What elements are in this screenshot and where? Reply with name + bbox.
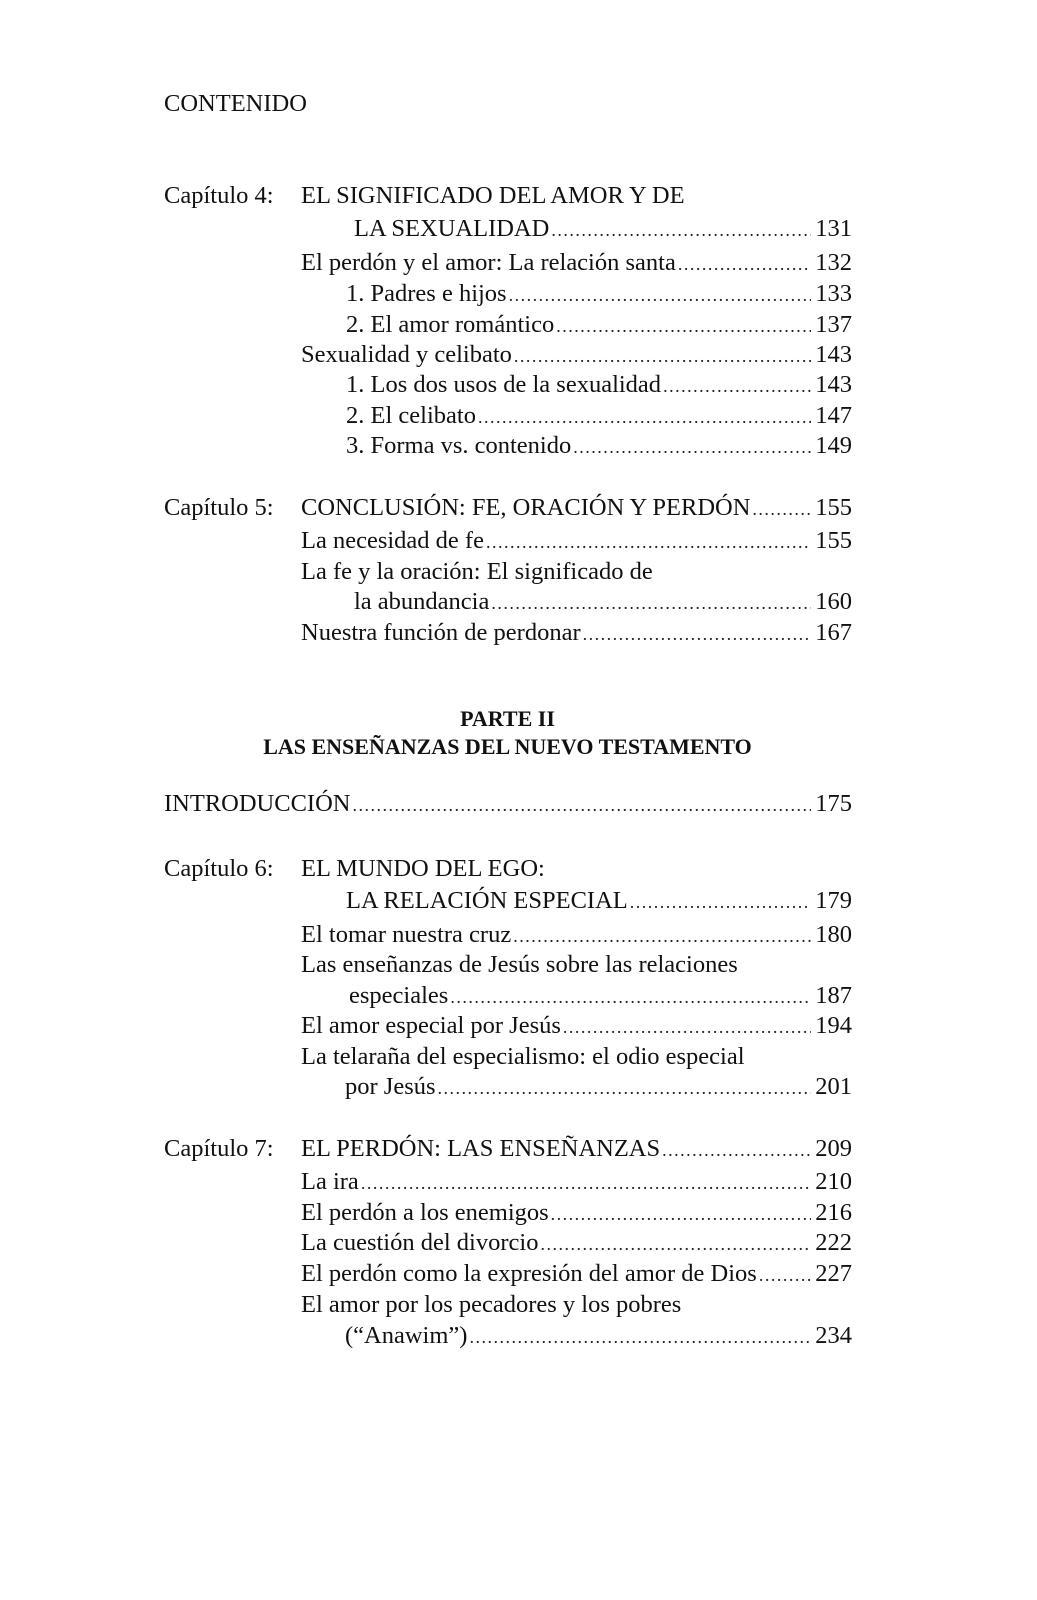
leader-dots [438,1072,812,1104]
entry-page: 143 [815,371,852,398]
introduction-entry [164,788,852,820]
leader-dots [759,1259,811,1291]
leader-dots [663,370,811,402]
entry-page: 131 [815,215,852,242]
leader-dots [478,401,811,433]
entry-page: 187 [815,982,852,1009]
entry-page: 167 [815,619,852,646]
entry-page: 155 [815,527,852,554]
chapter-6-label: Capítulo 6: [164,855,274,882]
entry-title: 2. El celibato [346,402,476,429]
entry-page: 175 [815,790,852,817]
toc-entry-line1: La telaraña del especialismo: el odio especial [301,1043,745,1070]
entry-page: 149 [815,432,852,459]
entry-title: EL PERDÓN: LAS ENSEÑANZAS [301,1135,661,1162]
toc-entry [346,430,852,462]
chapter-5-label: Capítulo 5: [164,494,274,521]
toc-entry-line1: Las enseñanzas de Jesús sobre las relaciones [301,951,738,978]
entry-title: LA RELACIÓN ESPECIAL [346,887,628,914]
entry-title: CONCLUSIÓN: FE, ORACIÓN Y PERDÓN [301,494,751,521]
entry-page: 210 [815,1168,852,1195]
entry-page: 227 [815,1260,852,1287]
entry-title: (“Anawim”) [345,1322,468,1349]
chapter-5-title-entry [301,492,852,524]
page-header: CONTENIDO [164,90,307,117]
leader-dots [583,618,812,650]
entry-page: 160 [815,588,852,615]
entry-title: Nuestra función de perdonar [301,619,581,646]
chapter-4-title-entry [354,213,852,245]
toc-entry [301,525,852,557]
entry-title: Sexualidad y celibato [301,341,512,368]
leader-dots [630,886,812,918]
leader-dots [551,214,811,246]
toc-entry [301,1197,852,1229]
leader-dots [352,789,811,821]
leader-dots [662,1134,811,1166]
leader-dots [556,310,811,342]
leader-dots [551,1198,812,1230]
entry-page: 143 [815,341,852,368]
toc-entry [301,919,852,951]
entry-title: La ira [301,1168,359,1195]
toc-entry [301,617,852,649]
leader-dots [540,1228,811,1260]
leader-dots [509,279,812,311]
leader-dots [450,981,811,1013]
toc-entry [346,369,852,401]
entry-page: 234 [815,1322,852,1349]
entry-page: 179 [815,887,852,914]
toc-entry [346,400,852,432]
toc-entry [346,278,852,310]
toc-entry [346,309,852,341]
entry-title: la abundancia [354,588,490,615]
part-subheading: LAS ENSEÑANZAS DEL NUEVO TESTAMENTO [263,734,752,759]
entry-page: 132 [815,249,852,276]
toc-entry [354,586,852,618]
entry-title: INTRODUCCIÓN [164,790,351,817]
entry-title: 2. El amor romántico [346,311,555,338]
entry-title: La necesidad de fe [301,527,484,554]
entry-title: especiales [349,982,449,1009]
leader-dots [573,431,811,463]
entry-title: 1. Los dos usos de la sexualidad [346,371,662,398]
entry-title: La cuestión del divorcio [301,1229,539,1256]
chapter-6-title-entry [346,885,852,917]
toc-entry [349,980,852,1012]
toc-entry-line1: La fe y la oración: El significado de [301,558,653,585]
entry-title: El perdón a los enemigos [301,1199,549,1226]
chapter-7-title-entry [301,1133,852,1165]
leader-dots [361,1167,811,1199]
toc-entry [301,1010,852,1042]
part-heading: PARTE II [460,706,555,731]
toc-entry [301,1166,852,1198]
leader-dots [513,920,811,952]
toc-entry [301,339,852,371]
entry-page: 201 [815,1073,852,1100]
entry-page: 137 [815,311,852,338]
toc-entry-line1: El amor por los pecadores y los pobres [301,1291,682,1318]
entry-page: 209 [815,1135,852,1162]
chapter-6-title-line1: EL MUNDO DEL EGO: [301,855,545,882]
entry-page: 180 [815,921,852,948]
toc-entry [301,1227,852,1259]
entry-page: 133 [815,280,852,307]
leader-dots [678,248,811,280]
entry-page: 222 [815,1229,852,1256]
leader-dots [514,340,811,372]
entry-title: El tomar nuestra cruz [301,921,512,948]
leader-dots [563,1011,811,1043]
leader-dots [752,493,811,525]
toc-entry [301,247,852,279]
entry-page: 155 [815,494,852,521]
entry-page: 216 [815,1199,852,1226]
entry-title: El perdón y el amor: La relación santa [301,249,676,276]
chapter-4-label: Capítulo 4: [164,182,274,209]
chapter-7-label: Capítulo 7: [164,1135,274,1162]
toc-entry [301,1258,852,1290]
leader-dots [486,526,811,558]
leader-dots [491,587,811,619]
leader-dots [469,1321,811,1353]
toc-entry [345,1320,852,1352]
toc-entry [345,1071,852,1103]
entry-title: El perdón como la expresión del amor de Dios [301,1260,757,1287]
entry-title: 1. Padres e hijos [346,280,507,307]
entry-title: por Jesús [345,1073,436,1100]
entry-title: El amor especial por Jesús [301,1012,561,1039]
entry-page: 194 [815,1012,852,1039]
entry-title: 3. Forma vs. contenido [346,432,572,459]
chapter-4-title-line1: EL SIGNIFICADO DEL AMOR Y DE [301,182,685,209]
entry-page: 147 [815,402,852,429]
entry-title: LA SEXUALIDAD [354,215,550,242]
